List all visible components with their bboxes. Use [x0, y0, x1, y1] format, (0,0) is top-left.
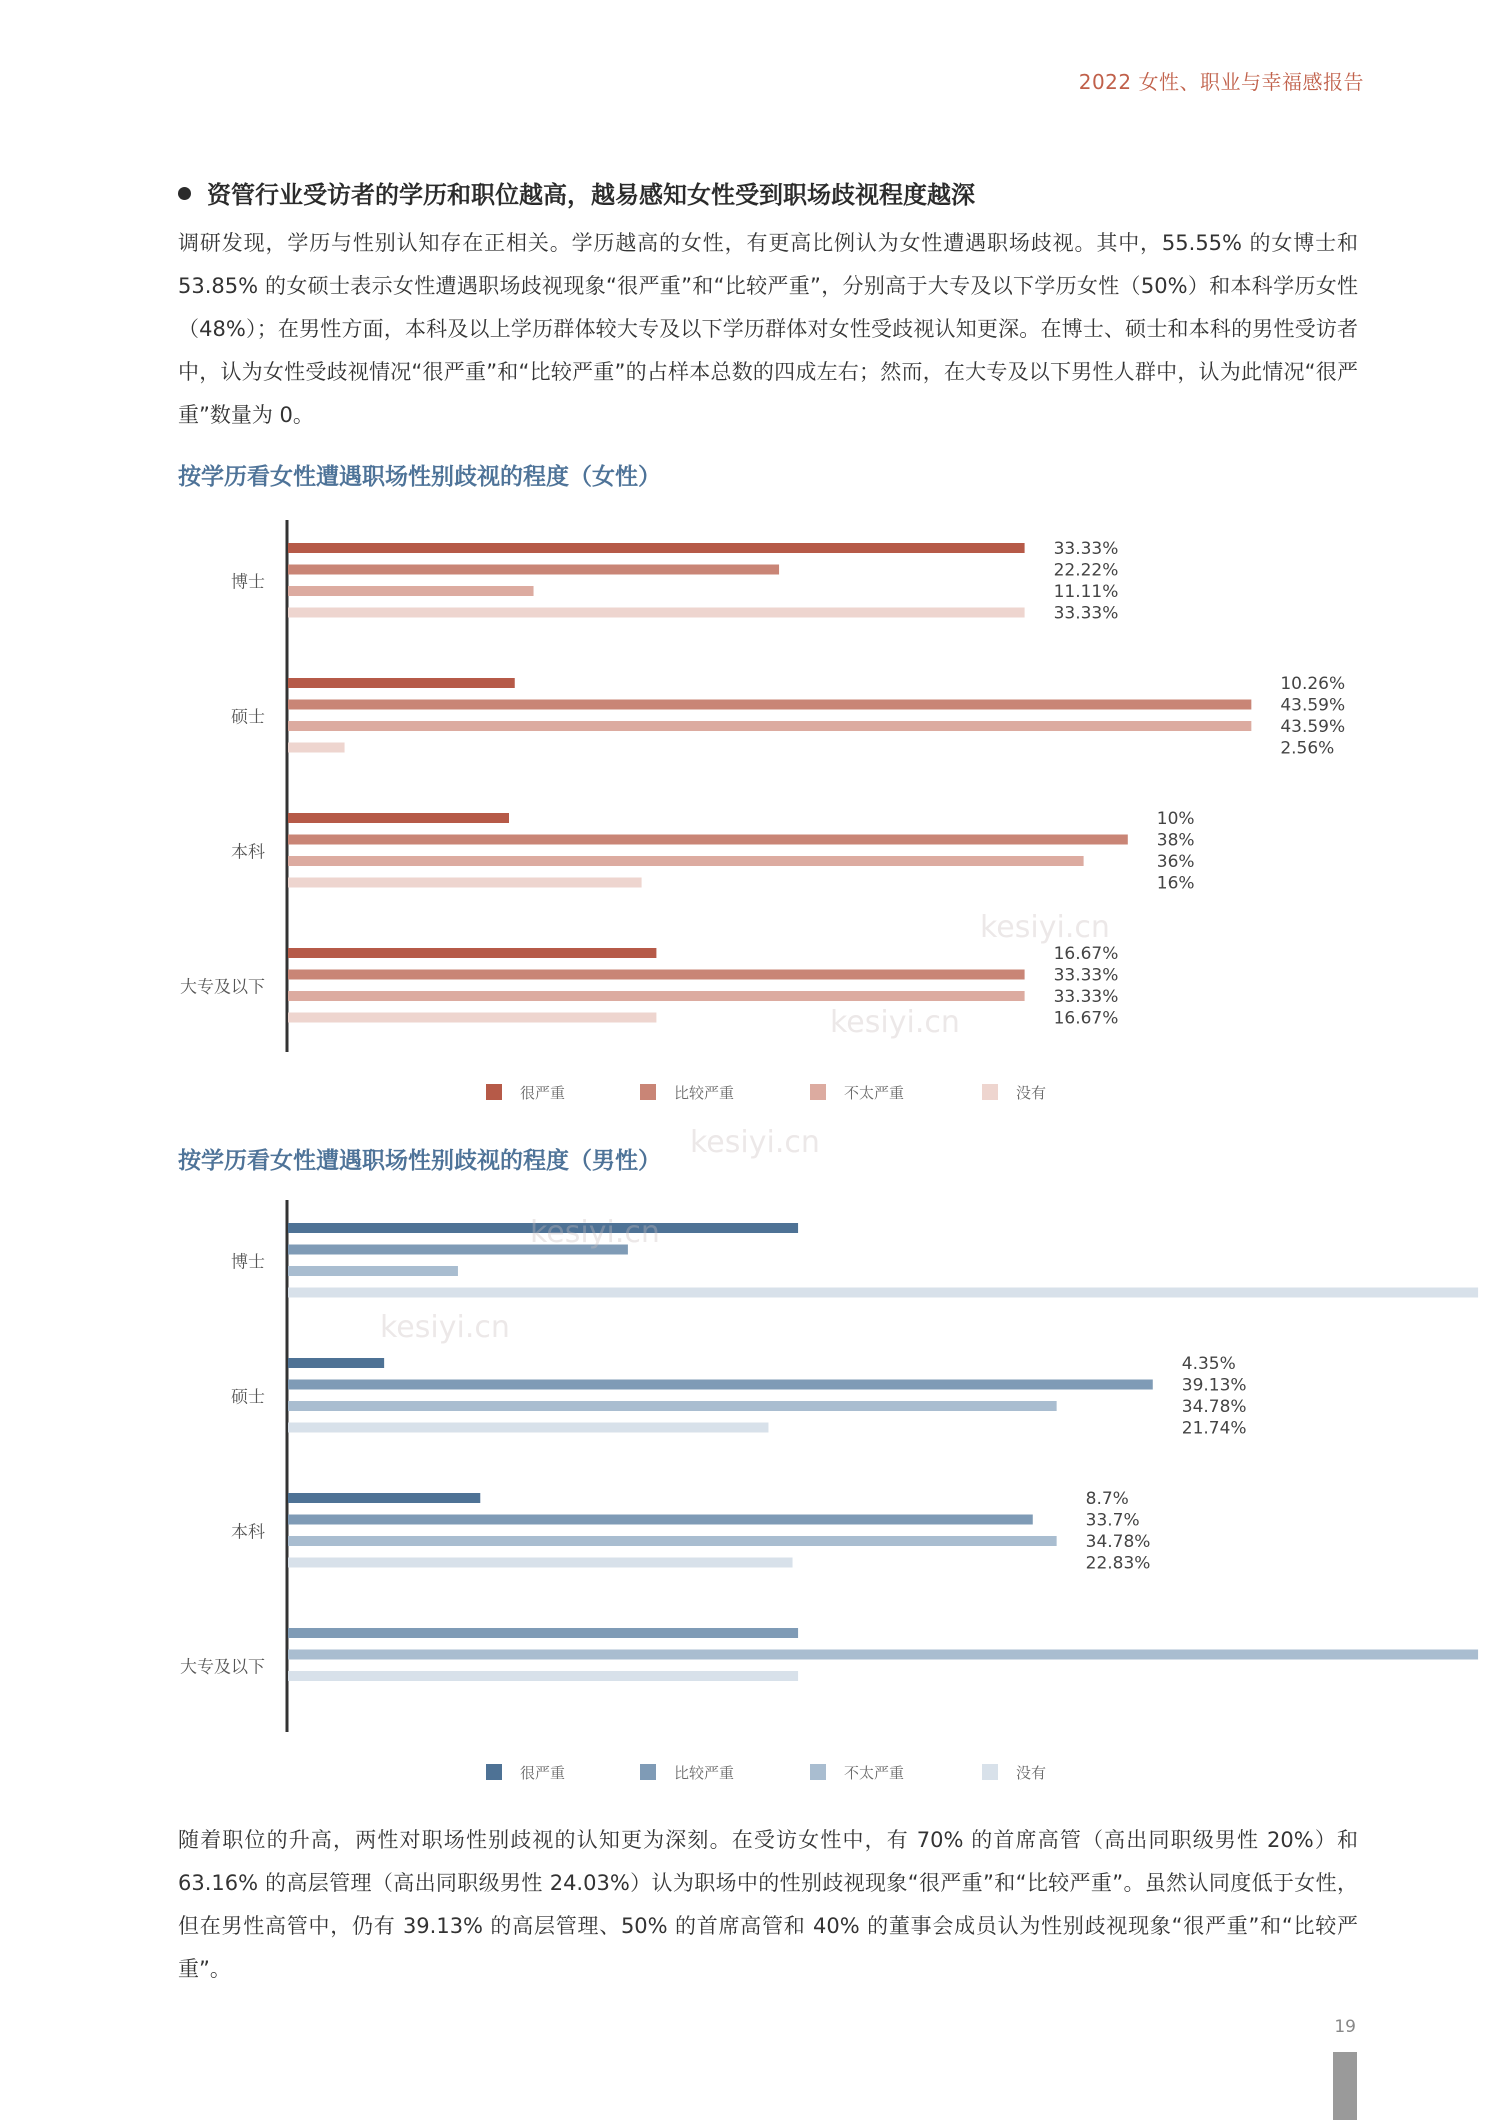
bar-比较严重: [288, 1380, 1153, 1390]
intro-paragraph: 调研发现，学历与性别认知存在正相关。学历越高的女性，有更高比例认为女性遭遇职场歧视。其中，55.55% 的女博士和 53.85% 的女硕士表示女性遭遇职场歧视现象“很严重”和“比较严重”，分别高于大专及以下学历女性（50%）和本科学历女性（48%）；在男性方面，本科及以上学历群体较大专及以下学历群体对女性受歧视认知更深。在博士、硕士和本科的男性受访者中，认为女性受歧视情况“很严重”和“比较严重”的占样本总数的四成左右；然而，在大专及以下男性人群中，认为此情况“很严重”数量为 0。: [178, 231, 1358, 427]
category-label: 硕士: [231, 1387, 265, 1408]
conclusion-paragraph: 随着职位的升高，两性对职场性别歧视的认知更为深刻。在受访女性中，有 70% 的首席高管（高出同职级男性 20%）和 63.16% 的高层管理（高出同职级男性 24.03%）认为职场中的性别歧视现象“很严重”和“比较严重”。虽然认同度低于女性，但在男性高管中，仍有 39.13% 的高层管理、50% 的首席高管和 40% 的董事会成员认为性别歧视现象“很严重”和“比较严重”。: [178, 1828, 1358, 1981]
data-label: 8.7%: [1085, 1489, 1129, 1509]
data-label: 22.83%: [1085, 1553, 1151, 1574]
chart-title-male: 按学历看女性遭遇职场性别歧视的程度（男性）: [178, 1148, 661, 1174]
bar-比较严重: [288, 835, 1128, 845]
page-number: 19: [1334, 2017, 1356, 2037]
data-label: 36%: [1156, 852, 1195, 872]
bar-没有: [288, 1671, 798, 1681]
data-label: 34.78%: [1181, 1397, 1247, 1417]
legend-swatch: [810, 1764, 826, 1780]
data-label: 34.78%: [1085, 1532, 1151, 1552]
category-label: 博士: [231, 572, 265, 593]
legend-swatch: [982, 1764, 998, 1780]
bar-没有: [288, 1558, 793, 1568]
bar-很严重: [288, 813, 509, 823]
data-label: 38%: [1156, 830, 1195, 851]
report-title: 2022 女性、职业与幸福感报告: [1078, 70, 1364, 94]
bar-很严重: [288, 1493, 480, 1503]
data-label: 43.59%: [1280, 717, 1346, 737]
legend-swatch: [486, 1764, 502, 1780]
bar-没有: [288, 1288, 1478, 1298]
data-label: 33.33%: [1053, 965, 1119, 986]
footer-bar: [1333, 2052, 1357, 2120]
bar-比较严重: [288, 565, 779, 575]
data-label: 43.59%: [1280, 695, 1346, 716]
legend-label: 很严重: [520, 1084, 566, 1102]
watermark-text: kesiyi.cn: [530, 1215, 660, 1250]
legend-swatch: [810, 1084, 826, 1100]
category-label: 大专及以下: [180, 1657, 265, 1678]
watermark-text: kesiyi.cn: [980, 910, 1110, 945]
bar-不太严重: [288, 1536, 1057, 1546]
legend-label: 比较严重: [674, 1084, 735, 1102]
legend-swatch: [486, 1084, 502, 1100]
bar-不太严重: [288, 721, 1251, 731]
bar-很严重: [288, 678, 515, 688]
legend-label: 没有: [1016, 1764, 1047, 1782]
legend-label: 不太严重: [844, 1764, 905, 1782]
watermark-text: kesiyi.cn: [690, 1125, 820, 1160]
category-label: 本科: [231, 1522, 265, 1543]
legend-swatch: [982, 1084, 998, 1100]
bar-不太严重: [288, 991, 1025, 1001]
bar-没有: [288, 1013, 656, 1023]
bar-没有: [288, 878, 642, 888]
female-discrimination-chart: [0, 500, 1499, 1120]
bar-比较严重: [288, 1515, 1033, 1525]
data-label: 16.67%: [1053, 1008, 1119, 1029]
data-label: 33.7%: [1085, 1510, 1140, 1531]
data-label: 22.22%: [1053, 560, 1119, 581]
bar-不太严重: [288, 1650, 1478, 1660]
bar-很严重: [288, 1358, 384, 1368]
watermark-text: kesiyi.cn: [830, 1005, 960, 1040]
legend-label: 不太严重: [844, 1084, 905, 1102]
legend-swatch: [640, 1764, 656, 1780]
category-label: 大专及以下: [180, 977, 265, 998]
data-label: 4.35%: [1181, 1354, 1236, 1374]
section-heading-text: 资管行业受访者的学历和职位越高，越易感知女性受到职场歧视程度越深: [207, 181, 975, 209]
data-label: 39.13%: [1181, 1375, 1247, 1396]
data-label: 16.67%: [1053, 944, 1119, 964]
legend-swatch: [640, 1084, 656, 1100]
bar-不太严重: [288, 1401, 1057, 1411]
legend-label: 比较严重: [674, 1764, 735, 1782]
chart-title-female: 按学历看女性遭遇职场性别歧视的程度（女性）: [178, 464, 661, 490]
bar-没有: [288, 743, 345, 753]
category-label: 本科: [231, 842, 265, 863]
legend-label: 没有: [1016, 1084, 1047, 1102]
bar-很严重: [288, 543, 1025, 553]
bar-比较严重: [288, 970, 1025, 980]
bar-不太严重: [288, 586, 534, 596]
bullet-icon: [178, 187, 191, 200]
data-label: 16%: [1156, 873, 1195, 894]
data-label: 21.74%: [1181, 1418, 1247, 1439]
bar-不太严重: [288, 1266, 458, 1276]
data-label: 11.11%: [1053, 582, 1119, 602]
category-label: 博士: [231, 1252, 265, 1273]
data-label: 33.33%: [1053, 603, 1119, 624]
data-label: 10.26%: [1280, 674, 1346, 694]
section-heading: [178, 175, 975, 210]
data-label: 33.33%: [1053, 539, 1119, 559]
category-label: 硕士: [231, 707, 265, 728]
bar-比较严重: [288, 700, 1251, 710]
data-label: 33.33%: [1053, 987, 1119, 1007]
bar-不太严重: [288, 856, 1084, 866]
bar-很严重: [288, 948, 656, 958]
data-label: 2.56%: [1280, 738, 1335, 759]
bar-没有: [288, 608, 1025, 618]
legend-label: 很严重: [520, 1764, 566, 1782]
bar-比较严重: [288, 1628, 798, 1638]
data-label: 10%: [1156, 809, 1195, 829]
male-discrimination-chart: [0, 1180, 1499, 1800]
bar-没有: [288, 1423, 768, 1433]
watermark-text: kesiyi.cn: [380, 1310, 510, 1345]
